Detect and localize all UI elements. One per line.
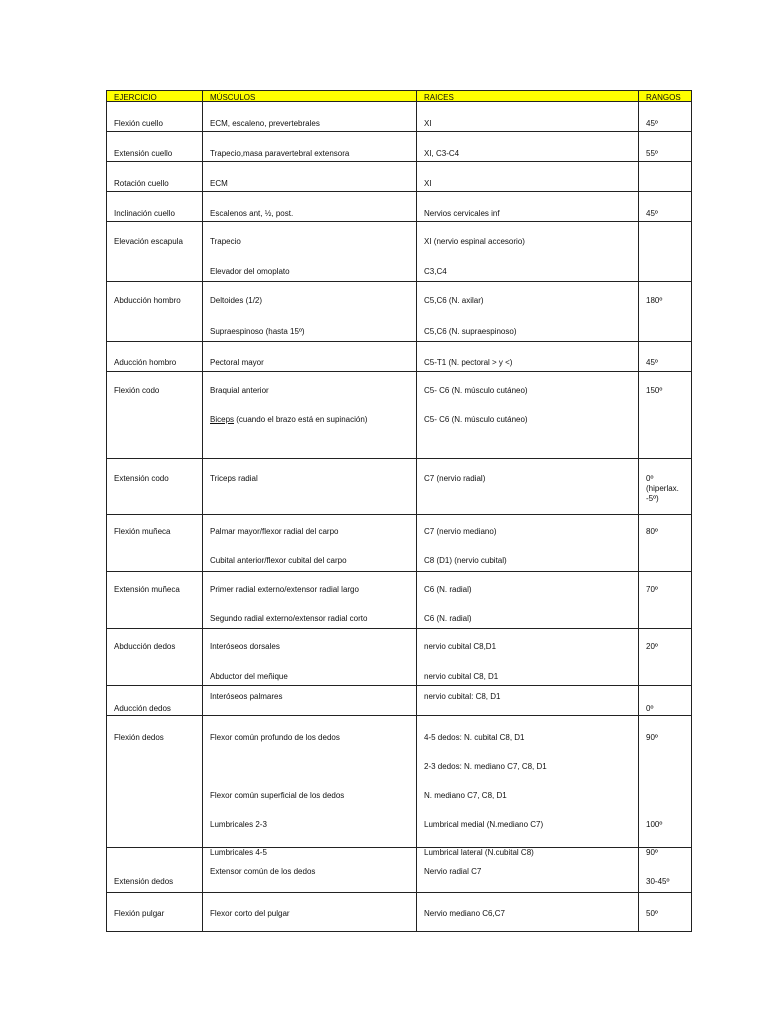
table-row [106, 132, 692, 162]
table-row [106, 686, 692, 716]
cell-musculo: Primer radial externo/extensor radial largo [210, 585, 359, 594]
cell-ejercicio: Flexión pulgar [114, 909, 165, 918]
cell-musculo: Flexor corto del pulgar [210, 909, 290, 918]
cell-raiz: C5,C6 (N. supraespinoso) [424, 327, 517, 336]
cell-raiz: C5- C6 (N. músculo cutáneo) [424, 386, 528, 395]
cell-raiz: C7 (nervio radial) [424, 474, 486, 483]
cell-musculo: Supraespinoso (hasta 15º) [210, 327, 305, 336]
cell-musculo: Deltoides (1/2) [210, 296, 263, 305]
table-row [106, 515, 692, 572]
cell-raiz: Nervio radial C7 [424, 867, 482, 876]
table-row [106, 222, 692, 282]
cell-ejercicio: Abducción dedos [114, 642, 176, 651]
cell-musculo: Lumbricales 4-5 [210, 848, 267, 857]
cell-musculo: Segundo radial externo/extensor radial corto [210, 614, 368, 623]
cell-musculo: ECM, escaleno, prevertebrales [210, 119, 320, 128]
cell-musculo: Abductor del meñique [210, 672, 288, 681]
table-header [106, 90, 692, 102]
table-row [106, 282, 692, 342]
cell-raiz: nervio cubital: C8, D1 [424, 692, 501, 701]
table-row [106, 848, 692, 893]
cell-ejercicio: Extensión dedos [114, 877, 174, 886]
header-raices: RAICES [424, 93, 454, 102]
cell-musculo: Cubital anterior/flexor cubital del carpo [210, 556, 347, 565]
cell-rango: 0º (hiperlax. -5º) [646, 474, 679, 503]
cell-raiz: Lumbrical lateral (N.cubital C8) [424, 848, 534, 857]
cell-musculo: Flexor común profundo de los dedos [210, 733, 340, 742]
cell-ejercicio: Flexión codo [114, 386, 160, 395]
cell-raiz: XI [424, 179, 432, 188]
table-row [106, 192, 692, 222]
table-row [106, 629, 692, 686]
cell-musculo: Pectoral mayor [210, 358, 264, 367]
table-row [106, 372, 692, 459]
cell-raiz: 4-5 dedos: N. cubital C8, D1 [424, 733, 525, 742]
cell-rango: 90º [646, 848, 658, 857]
cell-raiz: XI, C3-C4 [424, 149, 460, 158]
cell-musculo [210, 415, 367, 425]
header-ejercicio: EJERCICIO [114, 93, 157, 102]
cell-ejercicio: Inclinación cuello [114, 209, 175, 218]
cell-raiz: Nervio mediano C6,C7 [424, 909, 505, 918]
cell-musculo: Palmar mayor/flexor radial del carpo [210, 527, 339, 536]
cell-musculo: Lumbricales 2-3 [210, 820, 267, 829]
cell-raiz: C7 (nervio mediano) [424, 527, 497, 536]
cell-ejercicio: Abducción hombro [114, 296, 181, 305]
cell-rango: 90º [646, 733, 658, 742]
table-row [106, 162, 692, 192]
cell-rango: 50º [646, 909, 658, 918]
cell-raiz: Lumbrical medial (N.mediano C7) [424, 820, 544, 829]
table-row [106, 102, 692, 132]
cell-rango: 45º [646, 119, 658, 128]
cell-rango: 0º [646, 704, 654, 713]
cell-ejercicio: Flexión muñeca [114, 527, 171, 536]
cell-raiz: nervio cubital C8, D1 [424, 672, 499, 681]
cell-ejercicio: Flexión cuello [114, 119, 163, 128]
table-row [106, 893, 692, 932]
cell-raiz: C3,C4 [424, 267, 447, 276]
cell-musculo: Escalenos ant, ½, post. [210, 209, 294, 218]
cell-ejercicio: Extensión cuello [114, 149, 173, 158]
cell-musculo: Triceps radial [210, 474, 258, 483]
cell-musculo-underlined: Biceps [210, 415, 235, 424]
cell-rango: 45º [646, 358, 658, 367]
cell-musculo: Flexor común superficial de los dedos [210, 791, 345, 800]
table-row [106, 459, 692, 515]
cell-musculo: Braquial anterior [210, 386, 269, 395]
cell-rango: 70º [646, 585, 658, 594]
cell-ejercicio: Aducción hombro [114, 358, 177, 367]
cell-raiz: C6 (N. radial) [424, 585, 472, 594]
cell-raiz: C6 (N. radial) [424, 614, 472, 623]
cell-ejercicio: Aducción dedos [114, 704, 171, 713]
cell-rango: 180º [646, 296, 663, 305]
table-row [106, 342, 692, 372]
cell-raiz: C5,C6 (N. axilar) [424, 296, 484, 305]
cell-raiz: 2-3 dedos: N. mediano C7, C8, D1 [424, 762, 547, 771]
cell-musculo-rest: (cuando el brazo está en supinación) [234, 415, 368, 424]
header-musculos: MÚSCULOS [210, 93, 256, 102]
cell-rango: 80º [646, 527, 658, 536]
cell-musculo: Elevador del omoplato [210, 267, 290, 276]
table-row [106, 716, 692, 857]
cell-rango: 30-45º [646, 877, 670, 886]
cell-ejercicio: Extensión codo [114, 474, 169, 483]
cell-raiz: XI (nervio espinal accesorio) [424, 237, 525, 246]
cell-raiz: XI [424, 119, 432, 128]
cell-raiz: C8 (D1) (nervio cubital) [424, 556, 507, 565]
cell-rango: 150º [646, 386, 663, 395]
cell-musculo: Trapecio,masa paravertebral extensora [210, 149, 350, 158]
cell-ejercicio: Extensión muñeca [114, 585, 180, 594]
cell-rango: 100º [646, 820, 663, 829]
cell-rango: 45º [646, 209, 658, 218]
cell-musculo: Interóseos palmares [210, 692, 283, 701]
cell-musculo: Trapecio [210, 237, 241, 246]
cell-musculo: Extensor común de los dedos [210, 867, 316, 876]
cell-raiz: C5-T1 (N. pectoral > y <) [424, 358, 513, 367]
cell-raiz: N. mediano C7, C8, D1 [424, 791, 507, 800]
cell-raiz: Nervios cervicales inf [424, 209, 500, 218]
table-row [106, 572, 692, 629]
cell-musculo: ECM [210, 179, 228, 188]
cell-musculo: Interóseos dorsales [210, 642, 280, 651]
cell-raiz: nervio cubital C8,D1 [424, 642, 497, 651]
header-rangos: RANGOS [646, 93, 681, 102]
cell-raiz: C5- C6 (N. músculo cutáneo) [424, 415, 528, 424]
cell-ejercicio: Flexión dedos [114, 733, 164, 742]
cell-rango: 55º [646, 149, 658, 158]
cell-rango: 20º [646, 642, 658, 651]
cell-ejercicio: Rotación cuello [114, 179, 169, 188]
cell-ejercicio: Elevación escapula [114, 237, 183, 246]
